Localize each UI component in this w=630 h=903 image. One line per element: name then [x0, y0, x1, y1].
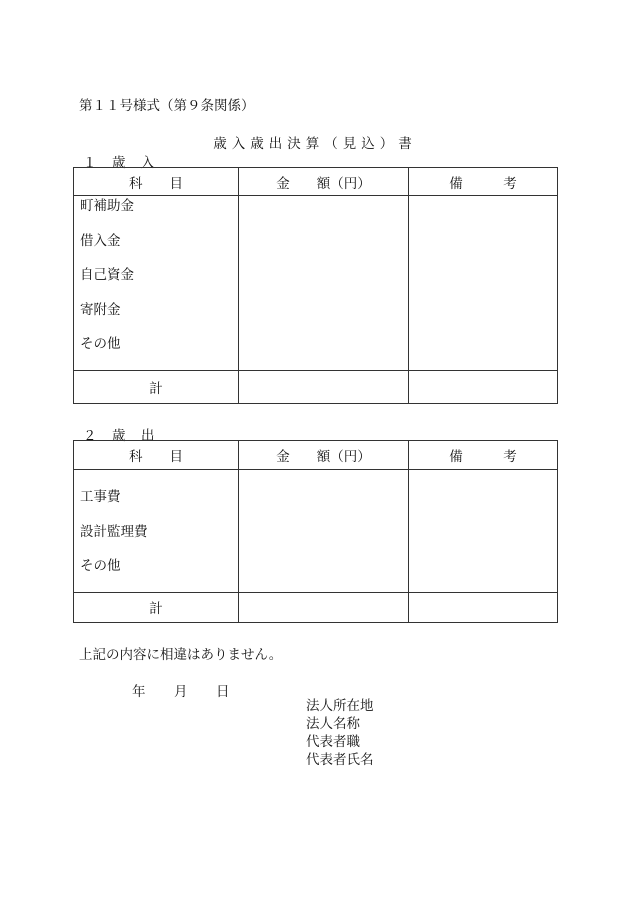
revenue-amount-cell[interactable] — [239, 196, 409, 371]
expenditure-item: 工事費 — [80, 489, 121, 505]
expenditure-table — [73, 440, 558, 623]
expenditure-heading: ２ 歳 出 — [83, 428, 156, 444]
column-header-subject: 科 目 — [74, 168, 239, 196]
declaration-text: 上記の内容に相違はありません。 — [79, 647, 283, 663]
revenue-total-amount-cell[interactable] — [239, 370, 409, 403]
expenditure-subject-cell — [74, 470, 239, 593]
column-header-amount: 金 額（円） — [239, 441, 409, 470]
expenditure-total-amount-cell[interactable] — [239, 592, 409, 622]
column-header-amount: 金 額（円） — [239, 168, 409, 196]
date-year-label: 年 — [132, 684, 146, 700]
revenue-item: 借入金 — [80, 232, 121, 249]
expenditure-total-label: 計 — [74, 592, 239, 622]
date-day-label: 日 — [216, 684, 230, 700]
revenue-table — [73, 167, 558, 404]
revenue-body-row — [74, 196, 558, 371]
revenue-heading: １ 歳 入 — [83, 155, 156, 171]
expenditure-header-row — [74, 441, 558, 470]
signatory-block — [306, 697, 374, 769]
expenditure-remarks-cell[interactable] — [409, 470, 558, 593]
column-header-subject: 科 目 — [74, 441, 239, 470]
expenditure-total-remarks-cell[interactable] — [409, 592, 558, 622]
revenue-header-row — [74, 168, 558, 196]
expenditure-body-row — [74, 470, 558, 593]
revenue-item: 寄附金 — [80, 301, 121, 318]
revenue-subject-cell — [74, 196, 239, 371]
date-month-label: 月 — [174, 684, 188, 700]
date-line — [132, 680, 230, 700]
expenditure-amount-cell[interactable] — [239, 470, 409, 593]
expenditure-total-row — [74, 592, 558, 622]
revenue-total-label: 計 — [74, 370, 239, 403]
form-number: 第１１号様式（第９条関係） — [79, 98, 255, 114]
expenditure-item: その他 — [80, 558, 121, 574]
signatory-corporation-name-label: 法人名称 — [306, 716, 360, 732]
revenue-item: 自己資金 — [80, 267, 134, 283]
revenue-total-remarks-cell[interactable] — [409, 370, 558, 403]
signatory-address-label: 法人所在地 — [306, 698, 374, 714]
column-header-remarks: 備 考 — [409, 441, 558, 470]
revenue-remarks-cell[interactable] — [409, 196, 558, 371]
revenue-total-row — [74, 370, 558, 403]
revenue-item: その他 — [80, 336, 121, 352]
document-title: 歳入歳出決算（見込）書 — [213, 136, 417, 152]
signatory-representative-title-label: 代表者職 — [306, 734, 360, 750]
expenditure-item: 設計監理費 — [80, 523, 148, 540]
column-header-remarks: 備 考 — [409, 168, 558, 196]
signatory-representative-name-label: 代表者氏名 — [306, 752, 374, 768]
revenue-item: 町補助金 — [80, 198, 134, 214]
